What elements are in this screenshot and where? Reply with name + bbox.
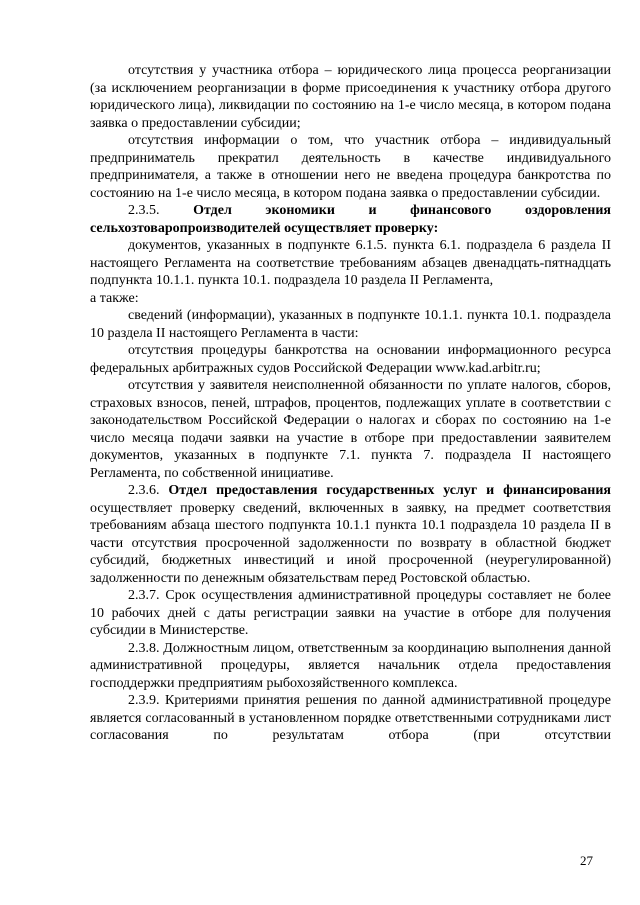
paragraph-2-3-9: 2.3.9. Критериями принятия решения по данной административной процедуре является согласованный в установленном порядке ответственными сотрудниками лист согласования по результатам отбора (при отсутствии	[90, 693, 611, 743]
paragraph-reorganization: отсутствия у участника отбора – юридического лица процесса реорганизации (за исключением реорганизации в форме присоединения к участнику отбора другого юридического лица), ликвидации по состоянию на 1-е число месяца, в котором подана заявка о предоставлении субсидии;	[90, 63, 611, 131]
clause-text: осуществляет проверку сведений, включенных в заявку, на предмет соответствия требованиям абзаца шестого подпункта 10.1.1 пункта 10.1 подраздела 10 раздела II в части отсутствия просроченной задолженности по возврату в областной бюджет субсидий, бюджетных инвестиций и иной просроченной (неурегулированной) задолженности по денежным обязательствам перед Ростовской областью.	[90, 500, 611, 586]
paragraph-2-3-8: 2.3.8. Должностным лицом, ответственным за координацию выполнения данной административной процедуры, является начальник отдела предоставления господдержки предприятиям рыбохозяйственного комплекса.	[90, 640, 611, 691]
clause-heading: Отдел предоставления государственных услуг и финансирования	[168, 483, 612, 498]
paragraph-also: а также:	[90, 290, 139, 306]
paragraph-2-3-6	[90, 482, 611, 587]
clause-number: 2.3.5.	[128, 203, 194, 218]
paragraph-tax-obligations: отсутствия у заявителя неисполненной обязанности по уплате налогов, сборов, страховых взносов, пеней, штрафов, процентов, подлежащих уплате в соответствии с законодательством Российской Федерации о налогах и сборах по состоянию на 1-е число месяца подачи заявки на участие в отборе при предоставлении заявителем документов, указанных в подпункте 7.1. пункта 7. подраздела II настоящего Регламента, по собственной инициативе.	[90, 378, 611, 481]
page-number: 27	[580, 853, 593, 868]
clause-heading: Отдел экономики и финансового оздоровления сельхозтоваропроизводителей осуществляет проверку:	[90, 203, 611, 236]
paragraph-entrepreneur: отсутствия информации о том, что участник отбора – индивидуальный предприниматель прекратил деятельность в качестве индивидуального предпринимателя, а также в отношении него не введена процедура банкротства по состоянию на 1-е число месяца, в котором подана заявка о предоставлении субсидии.	[90, 133, 611, 201]
paragraph-documents: документов, указанных в подпункте 6.1.5. пункта 6.1. подраздела 6 раздела II настоящего Регламента на соответствие требованиям абзацев двенадцать-пятнадцать подпункта 10.1.1. пункта 10.1. подраздела 10 раздела II Регламента,	[90, 238, 611, 288]
paragraph-2-3-5	[90, 202, 611, 237]
paragraph-information: сведений (информации), указанных в подпункте 10.1.1. пункта 10.1. подраздела 10 раздела II настоящего Регламента в части:	[90, 308, 611, 341]
document-body	[90, 62, 611, 745]
paragraph-bankruptcy: отсутствия процедуры банкротства на основании информационного ресурса федеральных арбитражных судов Российской Федерации www.kad.arbitr.ru;	[90, 343, 611, 376]
clause-number: 2.3.6.	[128, 483, 169, 498]
paragraph-2-3-7: 2.3.7. Срок осуществления административной процедуры составляет не более 10 рабочих дней с даты регистрации заявки на участие в отборе для получения субсидии в Министерстве.	[90, 588, 611, 638]
